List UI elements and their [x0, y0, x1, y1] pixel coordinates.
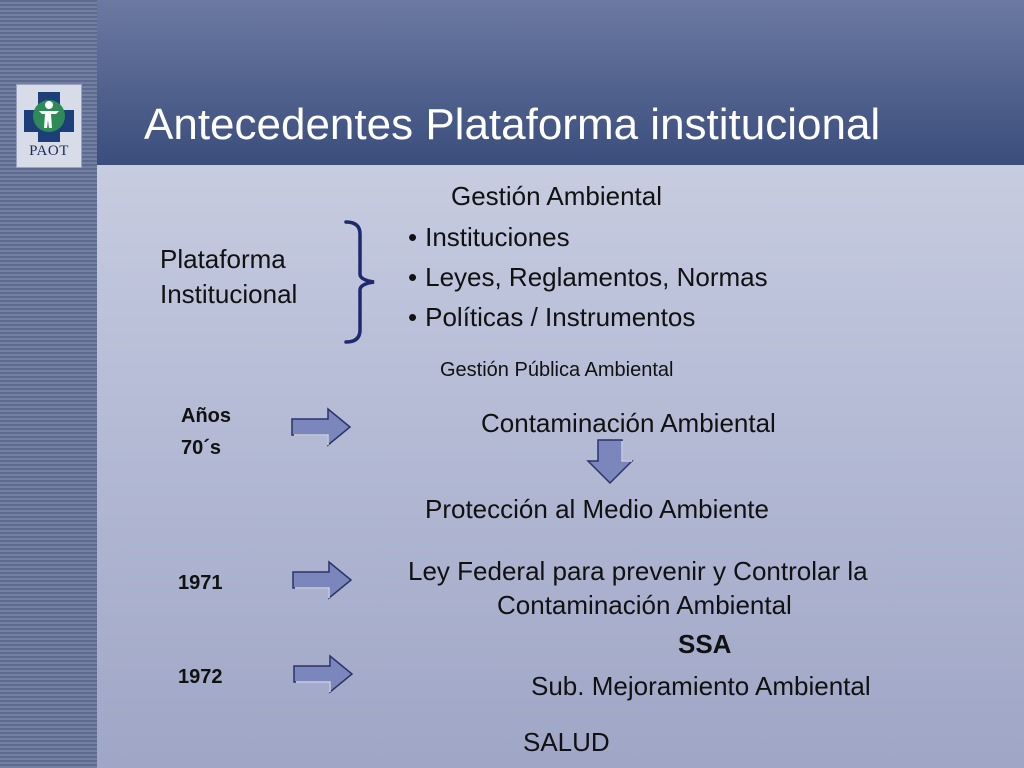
row2-label: 1971: [178, 572, 223, 594]
page-title: Antecedentes Plataforma institucional: [144, 100, 881, 149]
row2-text-line1: Ley Federal para prevenir y Controlar la: [408, 556, 868, 586]
row1-label-line2: 70´s: [181, 437, 222, 459]
platform-item-instituciones: • Instituciones: [408, 222, 768, 262]
logo-text: PAOT: [29, 143, 69, 159]
row1-label-line1: Años: [181, 405, 231, 427]
right-arrow-icon: [289, 558, 355, 602]
bracket-icon: [340, 218, 380, 346]
row3-ssa: SSA: [678, 629, 732, 659]
bottom-text: SALUD: [523, 727, 610, 757]
person-cross-icon: [20, 88, 78, 144]
platform-label-line2: Institucional: [160, 279, 298, 309]
row1-text: Contaminación Ambiental: [481, 408, 776, 438]
row1-result: Protección al Medio Ambiente: [425, 494, 769, 524]
platform-item-politicas: • Políticas / Instrumentos: [408, 302, 768, 342]
right-arrow-icon: [288, 405, 354, 449]
row2-text-line2: Contaminación Ambiental: [497, 590, 792, 620]
platform-heading: Gestión Ambiental: [451, 181, 663, 211]
paot-logo: [16, 84, 82, 168]
row3-text: Sub. Mejoramiento Ambiental: [531, 671, 871, 701]
row3-label: 1972: [178, 666, 223, 688]
right-arrow-icon: [290, 652, 356, 696]
platform-list: [408, 222, 768, 342]
platform-footer: Gestión Pública Ambiental: [440, 359, 674, 381]
platform-item-leyes: • Leyes, Reglamentos, Normas: [408, 262, 768, 302]
platform-label-line1: Plataforma: [160, 244, 286, 274]
down-arrow-icon: [584, 437, 636, 487]
